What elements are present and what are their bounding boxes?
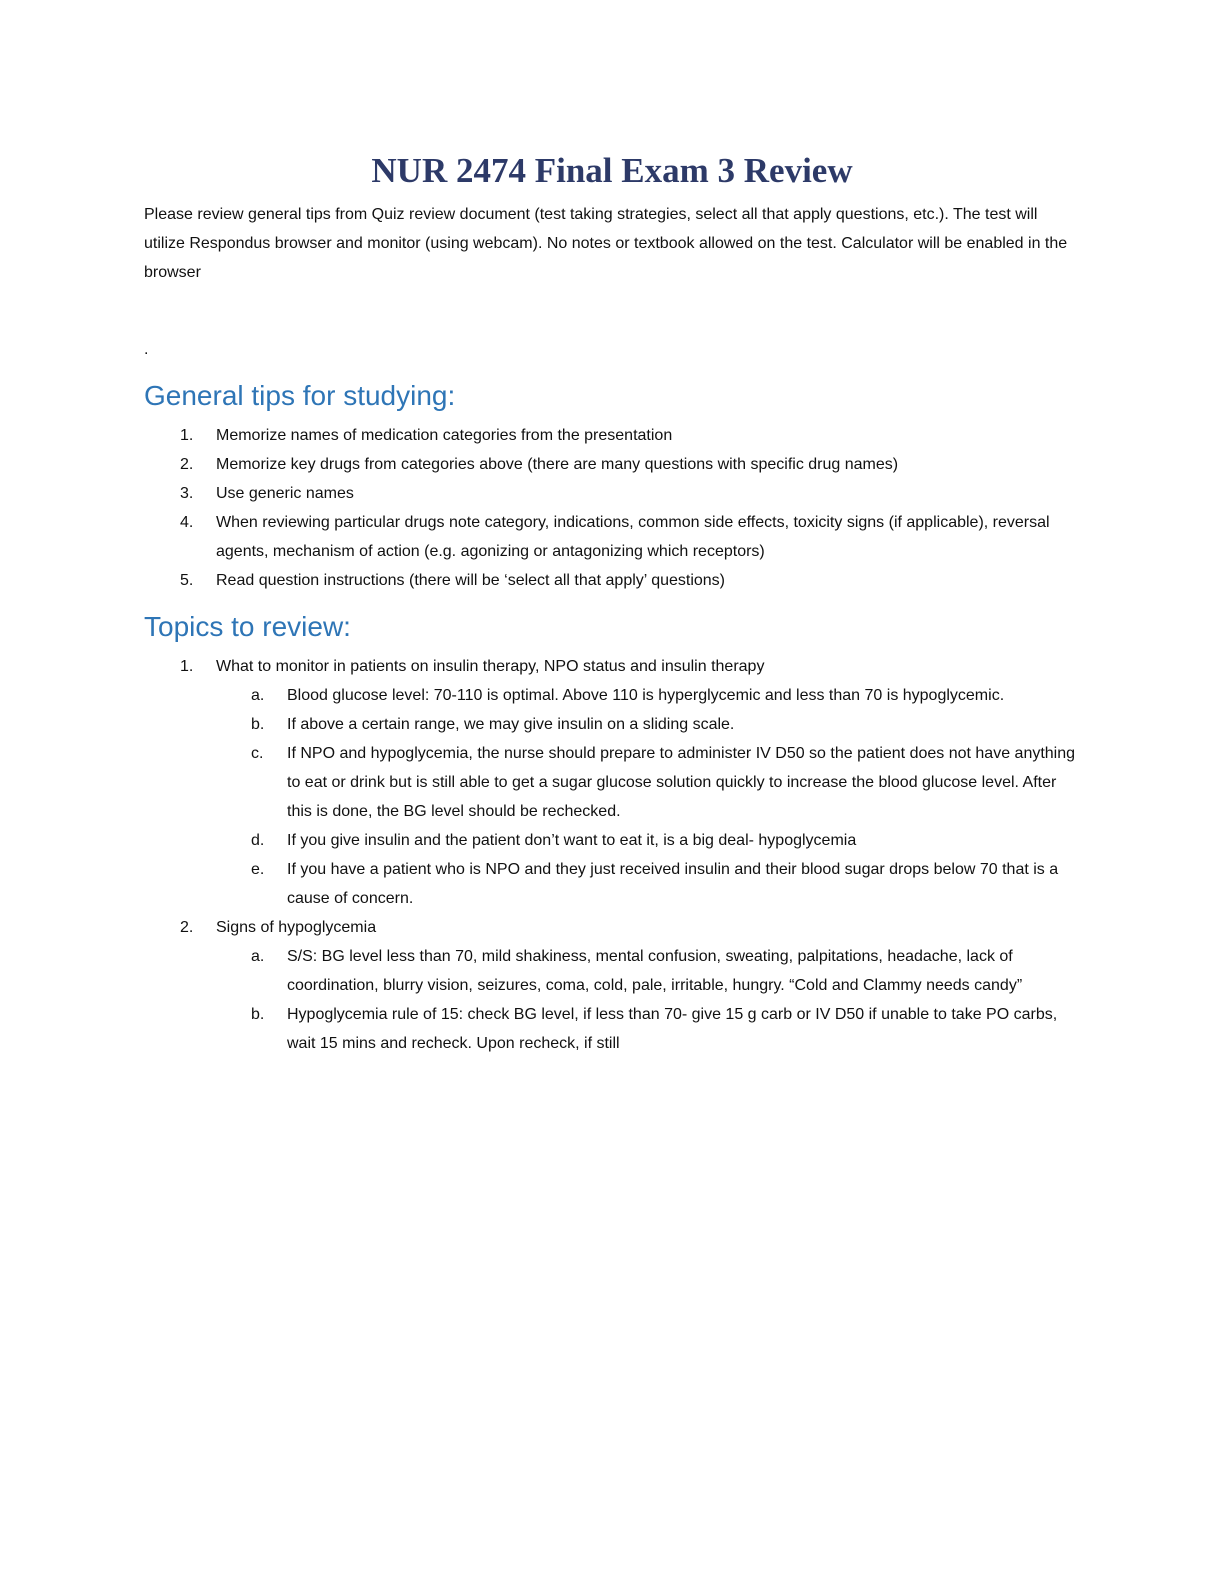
list-subitem [144, 1000, 1080, 1058]
list-item-text: Use generic names [216, 485, 354, 502]
topic-group [144, 652, 1080, 913]
list-marker: b. [251, 1006, 265, 1023]
list-item-text: Memorize key drugs from categories above (there are many questions with specific drug names) [216, 456, 899, 473]
list-subitem [144, 826, 1080, 855]
list-subitem [144, 942, 1080, 1000]
list-marker: 2. [180, 919, 194, 936]
list-subitem-text: Blood glucose level: 70-110 is optimal. Above 110 is hyperglycemic and less than 70 is hypoglycemic. [287, 687, 1005, 704]
list-marker: a. [251, 687, 265, 704]
list-subitem-text: If you have a patient who is NPO and they just received insulin and their blood sugar drops below 70 that is a cause of concern. [287, 861, 1059, 907]
list-subitem-text: If you give insulin and the patient don’t want to eat it, is a big deal- hypoglycemia [287, 832, 857, 849]
list-marker: b. [251, 716, 265, 733]
list-marker: 2. [180, 456, 194, 473]
intro-paragraph: Please review general tips from Quiz review document (test taking strategies, select all that apply questions, etc.). The test will utilize Respondus browser and monitor (using webcam). No notes or textbook allowed on the test. Calculator will be enabled in the browser [144, 206, 1068, 281]
list-item [144, 450, 1080, 479]
section-heading-general-tips: General tips for studying: [144, 380, 456, 411]
list-subitem-text: Hypoglycemia rule of 15: check BG level, if less than 70- give 15 g carb or IV D50 if unable to take PO carbs, wait 15 mins and recheck. Upon recheck, if still [287, 1006, 1058, 1052]
list-subitem [144, 710, 1080, 739]
list-marker: 5. [180, 572, 194, 589]
list-subitem-text: If above a certain range, we may give insulin on a sliding scale. [287, 716, 735, 733]
list-marker: 1. [180, 658, 194, 675]
list-marker: 1. [180, 427, 194, 444]
list-subitem-text: If NPO and hypoglycemia, the nurse should prepare to administer IV D50 so the patient does not have anything to eat or drink but is still able to get a sugar glucose solution quickly to increase the blood glucose level. After this is done, the BG level should be rechecked. [287, 745, 1076, 820]
list-marker: 3. [180, 485, 194, 502]
list-item-text: Memorize names of medication categories from the presentation [216, 427, 673, 444]
list-item-text: What to monitor in patients on insulin therapy, NPO status and insulin therapy [216, 658, 765, 675]
list-item [144, 421, 1080, 450]
list-marker: d. [251, 832, 265, 849]
list-subitem [144, 681, 1080, 710]
list-item [144, 566, 1080, 595]
section-heading-topics: Topics to review: [144, 611, 351, 642]
list-subitem [144, 855, 1080, 913]
topic-group [144, 913, 1080, 1058]
list-item [144, 652, 1080, 681]
list-marker: a. [251, 948, 265, 965]
list-marker: 4. [180, 514, 194, 531]
list-subitem-text: S/S: BG level less than 70, mild shakiness, mental confusion, sweating, palpitations, headache, lack of coordination, blurry vision, seizures, coma, cold, pale, irritable, hungry. “Cold and Clammy needs candy” [287, 948, 1023, 994]
list-marker: c. [251, 745, 264, 762]
list-marker: e. [251, 861, 265, 878]
general-tips-list [144, 421, 1080, 595]
list-item-text: Read question instructions (there will be ‘select all that apply’ questions) [216, 572, 726, 589]
list-item [144, 913, 1080, 942]
document-title: NUR 2474 Final Exam 3 Review [371, 151, 853, 190]
list-subitem [144, 739, 1080, 826]
list-item-text: When reviewing particular drugs note category, indications, common side effects, toxicity signs (if applicable), reversal agents, mechanism of action (e.g. agonizing or antagonizing which receptors) [216, 514, 1050, 560]
stray-period-paragraph: . [144, 341, 149, 358]
list-item [144, 479, 1080, 508]
list-item [144, 508, 1080, 566]
list-item-text: Signs of hypoglycemia [216, 919, 377, 936]
topics-list [144, 652, 1080, 1058]
